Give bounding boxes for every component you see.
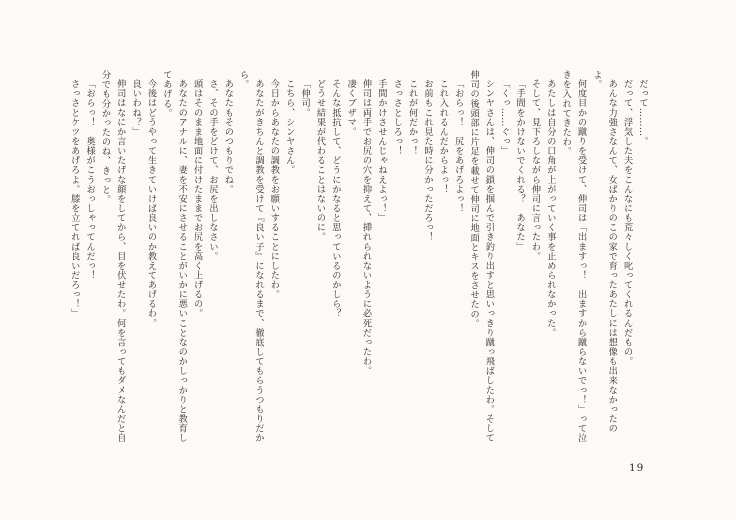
- page-number: 19: [629, 462, 645, 474]
- paragraph: そして、見下ろしながら伸司に言ったわ。: [529, 79, 541, 261]
- paragraph: 何度目かの蹴りを受けて、伸司は「出ますっ！ 出ますから蹴らないでっ！」って泣きを入れてきたわ。: [560, 70, 587, 443]
- paragraph: 良いわね？」: [130, 79, 142, 137]
- paragraph: さ、その手をどけて、お尻を出しなさい。: [206, 79, 218, 261]
- paragraph: 凄くブザマ。: [345, 79, 357, 137]
- paragraph: あたしは自分の口角が上がっていく事を止められなかった。: [544, 79, 556, 338]
- paragraph: 頭はそのまま地面に付けたままでお尻を高く上げるの。: [191, 79, 203, 319]
- paragraph: これ入れるんだからよっ！: [437, 79, 449, 195]
- paragraph: 「おらっ！ 尻をあげろよっ！: [452, 79, 464, 214]
- paragraph: こちら、シンヤさん。: [283, 79, 295, 175]
- paragraph: シンヤさんは、伸司の鎖を掴んで引き釣り出すと思いっきり蹴っ飛ばしたわ。そして伸司の後頭部に片足を載せて伸司に地面とキスをさせたの。: [468, 70, 495, 443]
- paragraph: 伸司はなにか言いたげな顔をしてから、目を伏せたわ。何を言ってもダメなんだと自分でも分かったのね、きっと。: [99, 70, 126, 443]
- paragraph: さっさとケツをあげろよ。膝を立てれば良いだろっ！」: [68, 79, 80, 319]
- paragraph: あなたがきちんと調教を受けて『良い子』になれるまで、徹底してもらうつもりだから。: [237, 70, 265, 443]
- paragraph: あんな力強さなんて、女ばかりのこの家で育ったあたしには想像も出来なかったのよ。: [590, 70, 618, 434]
- paragraph: 今後はどうやって生きていけば良いのか教えてあげるわ。: [145, 79, 157, 328]
- paragraph: 伸司は両手でお尻の穴を抑えて、挿れられないように必死だったわ。: [360, 79, 372, 376]
- paragraph: 今日からあなたの調教をお願いすることにしたわ。: [268, 79, 280, 300]
- paragraph: だって………。: [637, 79, 648, 147]
- paragraph: これが何だかっ！: [406, 79, 418, 156]
- paragraph: そんな抵抗して、どうにかなると思っているのかしら？: [329, 79, 341, 319]
- paragraph: だって、浮気した夫をこんなにも荒々しく叱ってくれるんだもの。: [621, 79, 633, 367]
- paragraph: どうせ結果が代わることはないのに。: [314, 79, 326, 242]
- paragraph: 手間かけさせんじゃねえよっ！」: [375, 79, 387, 223]
- paragraph: お前もこれ見た時に分かっただろっ！: [421, 79, 433, 242]
- paragraph: さっさとしろっ！: [391, 79, 403, 156]
- paragraph: 「伸司。: [299, 79, 311, 118]
- paragraph: 「おらっ！ 奥様がこうおっしゃってんだっ！: [84, 79, 96, 281]
- paragraph: 「手間をかけないでくれる？ あなた」: [514, 79, 526, 252]
- vertical-text-block: [66, 70, 650, 444]
- paragraph: あなたもそのつもりでね。: [222, 79, 234, 195]
- paragraph: あなたのアナルに、妻を不安にさせることがいかに悪いことなのかしっかりと教育してあげる。: [160, 70, 188, 443]
- paragraph: 「くっ……ぐっ」: [498, 79, 510, 156]
